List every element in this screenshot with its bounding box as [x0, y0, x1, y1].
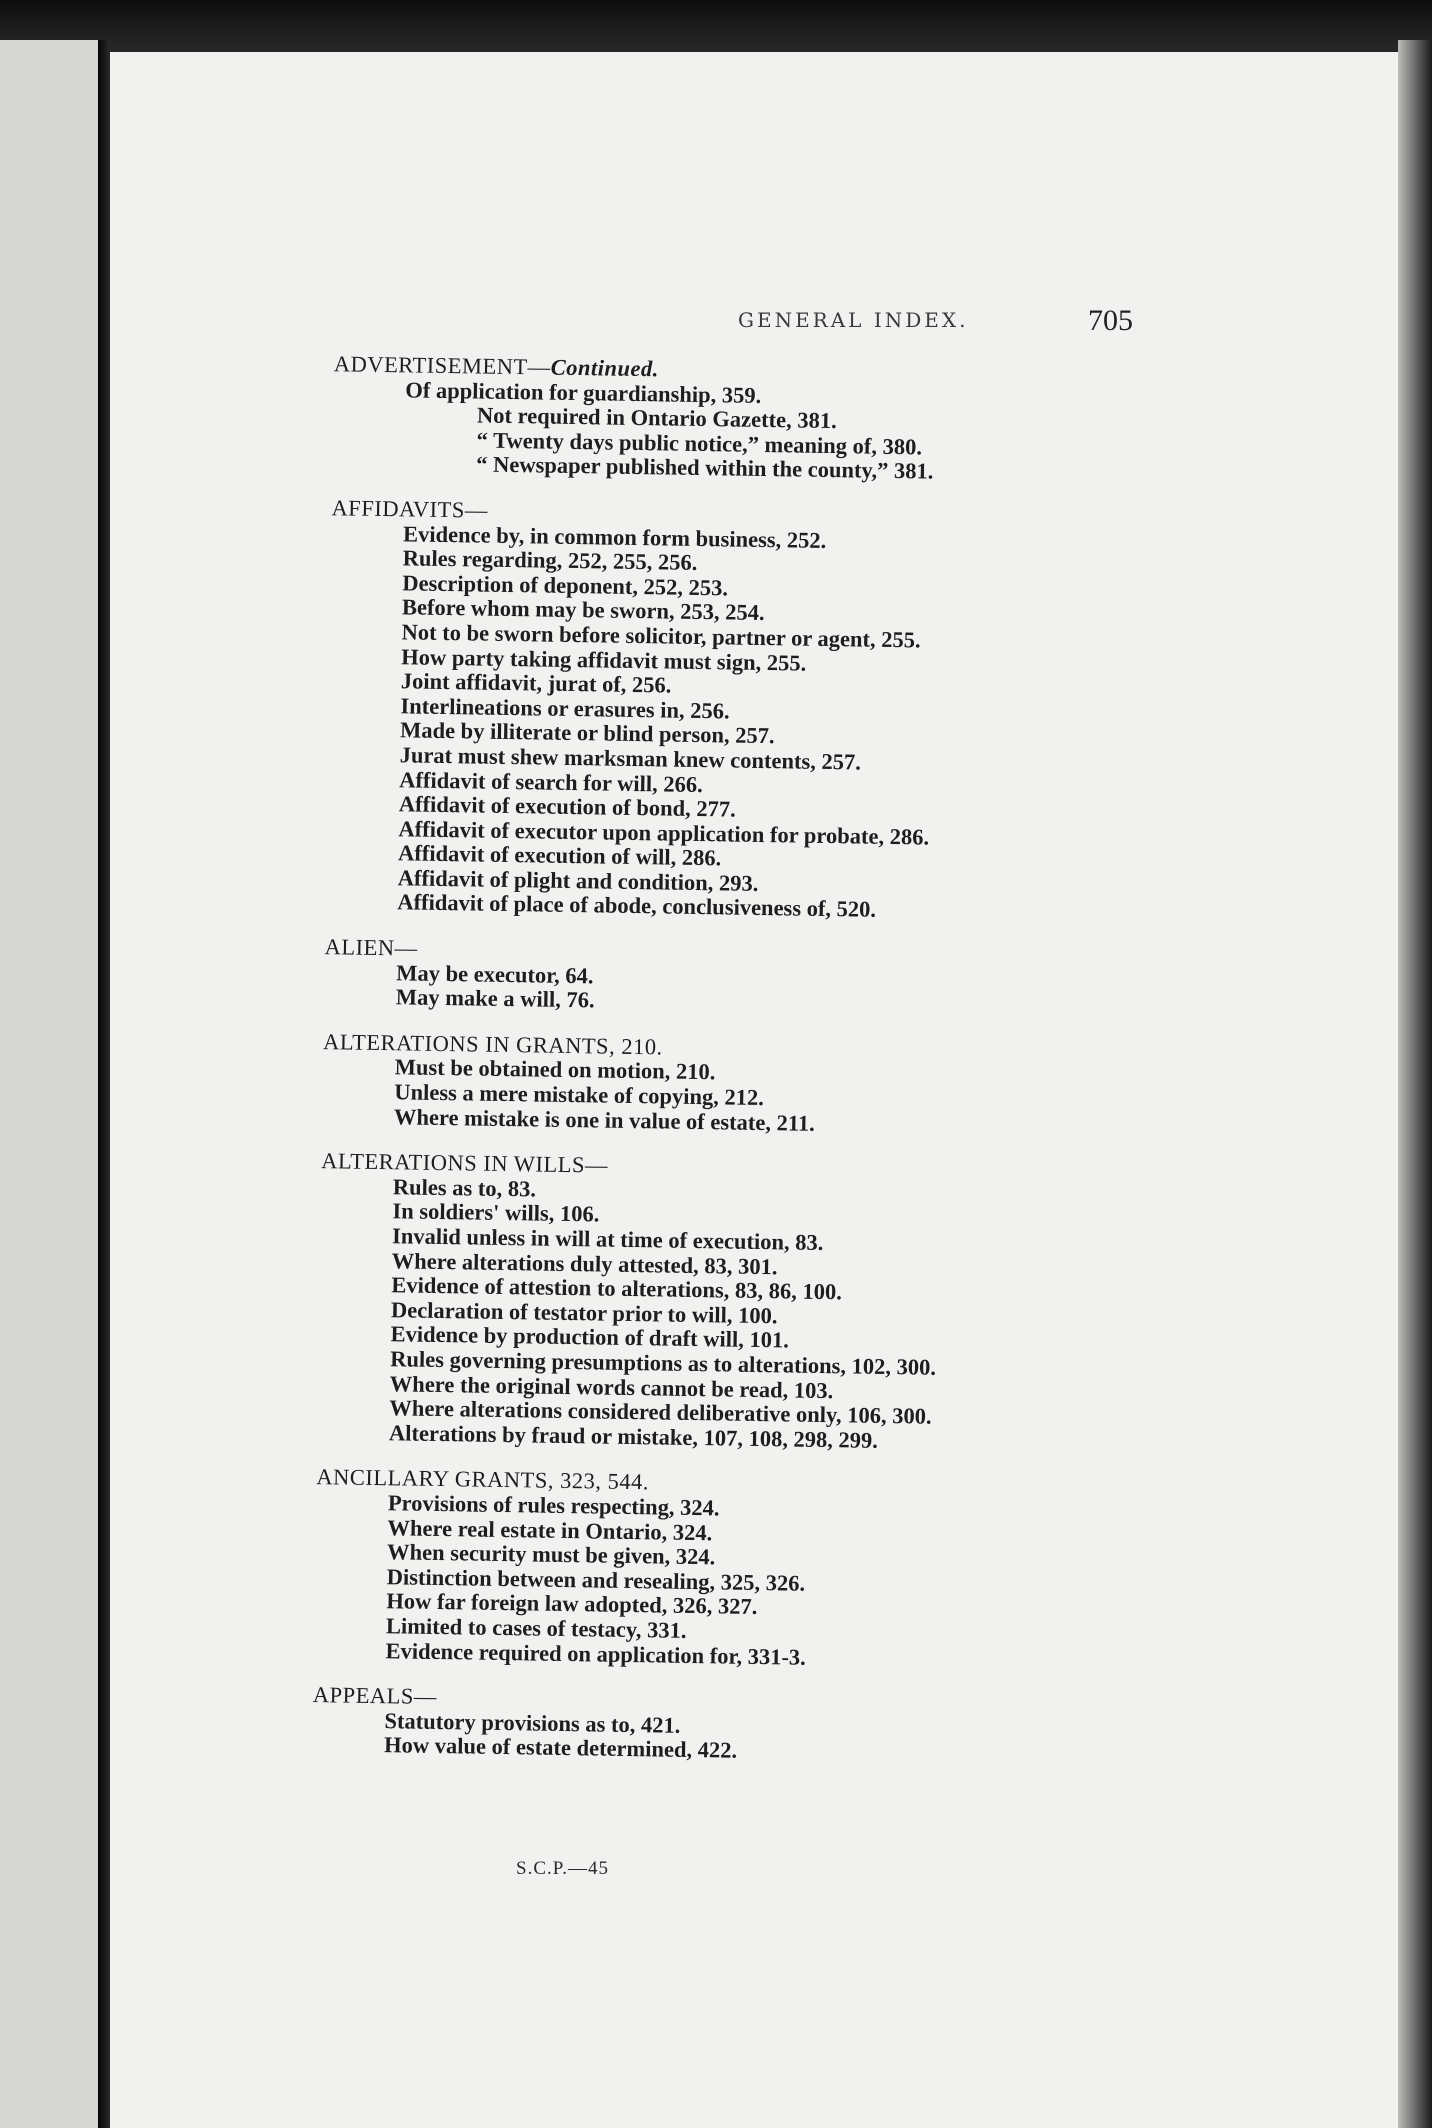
index-line: Rules governing presumptions as to alterations, 102, 300.	[389, 1346, 937, 1380]
index-line: How party taking affidavit must sign, 255.	[401, 643, 807, 676]
index-line: Where real estate in Ontario, 324.	[387, 1514, 713, 1545]
index-line: Invalid unless in will at time of execution, 83.	[391, 1223, 824, 1256]
index-line: Affidavit of execution of will, 286.	[397, 840, 722, 871]
index-line: Rules regarding, 252, 255, 256.	[402, 545, 698, 576]
index-entry	[310, 935, 1211, 1023]
index-heading-text: ALTERATIONS IN WILLS—	[321, 1148, 609, 1178]
index-line: Not to be sworn before solicitor, partner or agent, 255.	[401, 619, 921, 653]
index-line: Evidence by production of draft will, 101.	[390, 1321, 790, 1353]
book-page	[110, 52, 1398, 2128]
running-head: GENERAL INDEX.	[738, 308, 969, 332]
index-entry	[318, 352, 1220, 489]
index-line: Of application for guardianship, 359.	[405, 376, 762, 408]
index-line: Where mistake is one in value of estate, 211.	[393, 1103, 815, 1136]
index-line: Interlineations or erasures in, 256.	[400, 693, 730, 724]
index-line: “ Twenty days public notice,” meaning of, 380.	[476, 427, 923, 460]
index-line: Provisions of rules respecting, 324.	[387, 1490, 720, 1521]
index-heading-note: Continued.	[550, 354, 660, 382]
index-entry	[298, 1683, 1199, 1771]
index-line: “ Newspaper published within the county,” 381.	[476, 451, 934, 485]
index-heading-text: APPEALS—	[312, 1682, 438, 1710]
index-line: Where alterations duly attested, 83, 301.	[391, 1247, 778, 1279]
index-line: Evidence by, in common form business, 252.	[402, 520, 827, 553]
page-number: 705	[1088, 304, 1133, 337]
index-line: Must be obtained on motion, 210.	[394, 1054, 716, 1085]
index-entry	[311, 496, 1217, 928]
scan-top-border	[0, 0, 1432, 56]
index-line: Affidavit of plight and condition, 293.	[397, 865, 759, 896]
index-line: Not required in Ontario Gazette, 381.	[476, 402, 837, 434]
index-line: Evidence of attestion to alterations, 83, 86, 100.	[391, 1272, 843, 1305]
index-line: Where the original words cannot be read, 103.	[389, 1370, 834, 1403]
index-line: How far foreign law adopted, 326, 327.	[386, 1588, 758, 1620]
signature-mark: S.C.P.—45	[516, 1858, 609, 1879]
index-line: Description of deponent, 252, 253.	[402, 570, 729, 601]
index-line: Affidavit of search for will, 266.	[399, 766, 703, 797]
index-entry	[308, 1030, 1209, 1142]
index-line: Joint affidavit, jurat of, 256.	[400, 668, 672, 698]
index-line: Made by illiterate or blind person, 257.	[399, 717, 775, 749]
index-heading-text: ALTERATIONS IN GRANTS, 210.	[322, 1028, 663, 1060]
index-line: Before whom may be sworn, 253, 254.	[401, 594, 765, 626]
index-line: May be executor, 64.	[396, 959, 594, 989]
index-line: Affidavit of place of abode, conclusiveness of, 520.	[397, 889, 877, 923]
index-heading-text: ANCILLARY GRANTS, 323, 544.	[316, 1464, 650, 1495]
index-line: In soldiers' wills, 106.	[392, 1198, 600, 1227]
index-line: Jurat must shew marksman knew contents, 257.	[399, 742, 862, 775]
index-line: Affidavit of execution of bond, 277.	[398, 791, 736, 822]
page-right-edge	[1398, 40, 1432, 2128]
index-line: Distinction between and resealing, 325, 326.	[386, 1563, 806, 1596]
index-line: Evidence required on application for, 331-3.	[385, 1637, 807, 1670]
index-line: Affidavit of executor upon application for probate, 286.	[398, 815, 930, 850]
index-line: When security must be given, 324.	[386, 1539, 716, 1570]
index-heading-text: ALIEN—	[324, 934, 418, 961]
index-line: Limited to cases of testacy, 331.	[385, 1613, 687, 1643]
general-index-list	[298, 352, 1220, 1771]
index-line: Statutory provisions as to, 421.	[384, 1707, 681, 1738]
index-line: May make a will, 76.	[395, 984, 595, 1013]
index-line: Unless a mere mistake of copying, 212.	[394, 1079, 765, 1111]
book-gutter	[98, 40, 110, 2128]
index-heading-text: AFFIDAVITS—	[331, 495, 489, 523]
index-entry	[299, 1465, 1202, 1676]
index-line: Rules as to, 83.	[392, 1174, 537, 1202]
index-line: Where alterations considered deliberative only, 106, 300.	[389, 1395, 932, 1429]
index-line: Alterations by fraud or mistake, 107, 108, 298, 299.	[388, 1419, 879, 1453]
index-line: How value of estate determined, 422.	[383, 1732, 738, 1764]
index-line: Declaration of testator prior to will, 100.	[390, 1297, 778, 1329]
index-heading-text: ADVERTISEMENT—	[333, 351, 551, 380]
index-entry	[303, 1149, 1208, 1458]
facing-page-edge	[0, 40, 98, 2128]
